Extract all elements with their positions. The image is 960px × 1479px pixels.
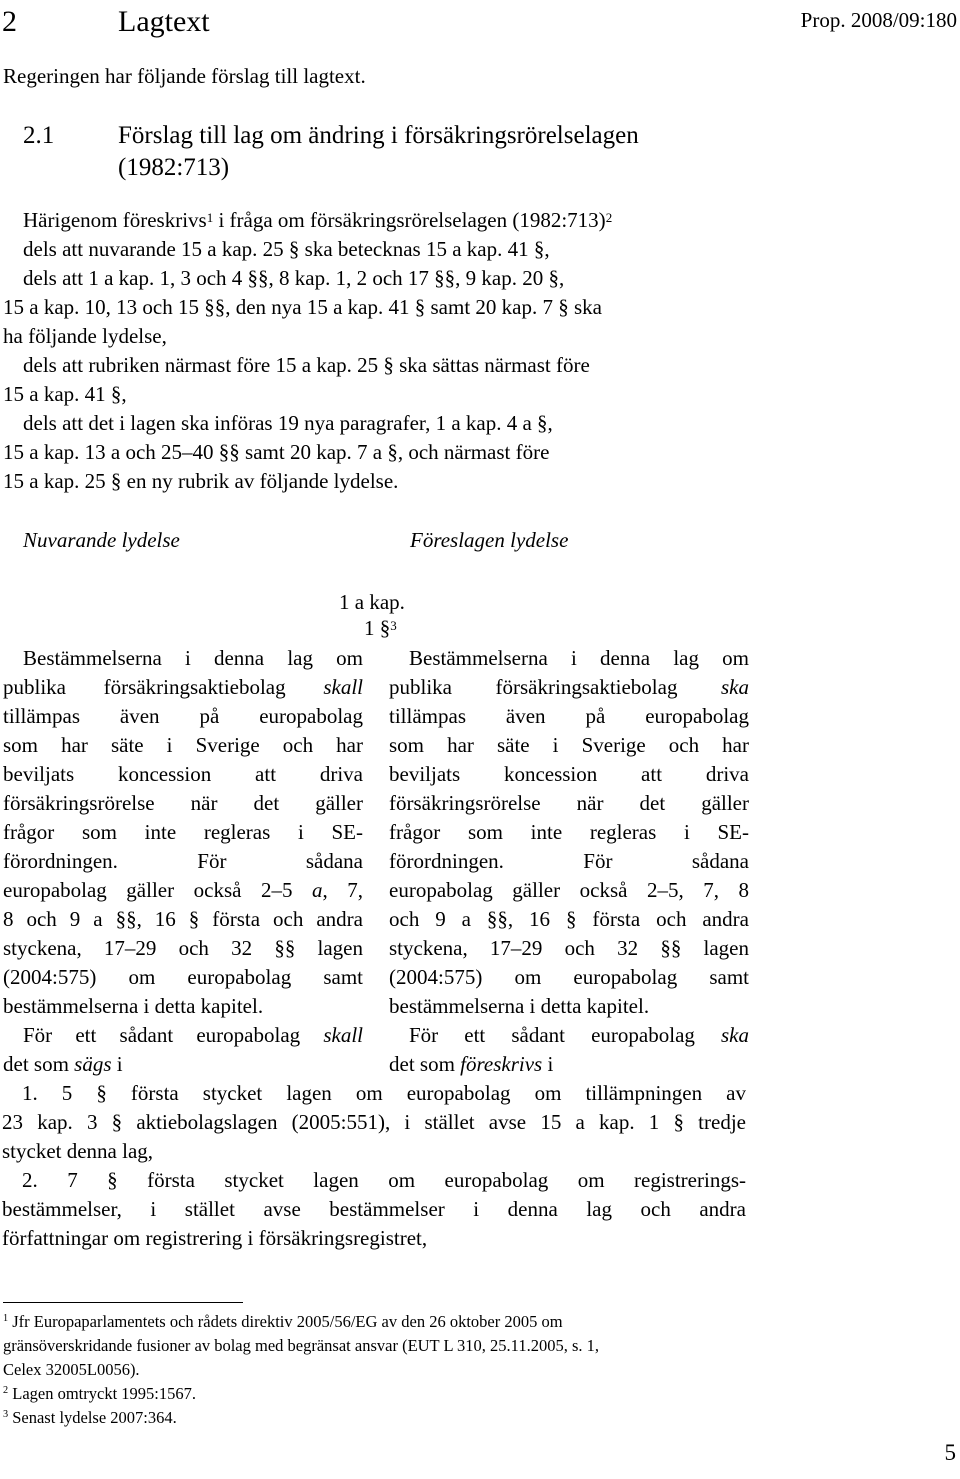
current-line: beviljats koncession att driva [3,762,363,786]
subsection-number: 2.1 [23,122,55,149]
list-item-line: stycket denna lag, [2,1139,154,1163]
section-title: Lagtext [118,5,210,38]
preamble-line-1: Härigenom föreskrivs$^1$ i fråga om försäkringsrörelselagen (1982:713)$^2$ [23,208,613,232]
current-wording-text [3,644,363,1079]
footnote-ref-3: 3 [390,618,397,633]
footnote-mark-2: 2 [3,1385,9,1396]
subsection-title-line2: (1982:713) [118,154,230,181]
proposed-wording-header: Föreslagen lydelse [410,528,569,552]
paragraph-heading: 1 §$^3$ [364,616,397,640]
footnote-2: $^2$ Lagen omtryckt 1995:1567. [3,1384,196,1403]
footnote-ref-2: 2 [605,210,613,225]
proposed-line: styckena, 17–29 och 32 §§ lagen [389,936,749,960]
preamble-line-4: 15 a kap. 10, 13 och 15 §§, den nya 15 a kap. 41 § samt 20 kap. 7 § ska [3,295,602,319]
list-item-line: 1. 5 § första stycket lagen om europabolag om tillämpningen av [22,1081,746,1105]
proposed-line: tillämpas även på europabolag [389,704,749,728]
proposed-line: förordningen. För sådana [389,849,749,873]
list-item-line: 23 kap. 3 § aktiebolagslagen (2005:551), i stället avse 15 a kap. 1 § tredje [2,1110,746,1134]
footnote-ref-1: 1 [206,210,214,225]
footnote-3: $^3$ Senast lydelse 2007:364. [3,1408,177,1427]
current-line: försäkringsrörelse när det gäller [3,791,363,815]
current-line: frågor som inte regleras i SE- [3,820,363,844]
proposed-line: som har säte i Sverige och har [389,733,749,757]
page-number: 5 [944,1440,956,1465]
list-item-line: författningar om registrering i försäkringsregistret, [2,1226,428,1250]
chapter-heading: 1 a kap. [339,590,405,614]
current-line: styckena, 17–29 och 32 §§ lagen [3,936,363,960]
preamble-line-6: dels att rubriken närmast före 15 a kap. 25 § ska sättas närmast före [23,353,590,377]
current-line: som har säte i Sverige och har [3,733,363,757]
preamble-line-3: dels att 1 a kap. 1, 3 och 4 §§, 8 kap. 1, 2 och 17 §§, 9 kap. 20 §, [23,266,565,290]
current-line: förordningen. För sådana [3,849,363,873]
footnote-1-line-1: $^1$ Jfr Europaparlamentets och rådets direktiv 2005/56/EG av den 26 oktober 2005 om [3,1312,563,1331]
current-line: bestämmelserna i detta kapitel. [3,994,264,1018]
current-line: det som sägs i [3,1052,123,1076]
footnote-1-line-2: gränsöverskridande fusioner av bolag med begränsat ansvar (EUT L 310, 25.11.2005, s. 1, [3,1336,599,1355]
proposed-line: europabolag gäller också 2–5, 7, 8 [389,878,749,902]
footnote-mark-1: 1 [3,1313,9,1324]
intro-text: Regeringen har följande förslag till lagtext. [3,64,366,88]
current-line: publika försäkringsaktiebolag skall [3,675,363,699]
footnote-1-line-3: Celex 32005L0056). [3,1360,140,1379]
subsection-title-line1: Förslag till lag om ändring i försäkringsrörelselagen [118,122,639,149]
proposed-line: bestämmelserna i detta kapitel. [389,994,650,1018]
current-line: För ett sådant europabolag skall [23,1023,363,1047]
current-line: (2004:575) om europabolag samt [3,965,363,989]
list-item-line: bestämmelser, i stället avse bestämmelser i denna lag och andra [2,1197,746,1221]
proposed-line: och 9 a §§, 16 § första och andra [389,907,749,931]
preamble-line-5: ha följande lydelse, [3,324,167,348]
current-wording-header: Nuvarande lydelse [23,528,180,552]
proposed-wording-text [389,644,749,1079]
footnote-separator [3,1302,243,1303]
proposed-line: beviljats koncession att driva [389,762,749,786]
prop-reference: Prop. 2008/09:180 [800,8,957,32]
proposed-line: För ett sådant europabolag ska [409,1023,749,1047]
section-number: 2 [2,5,17,38]
proposed-line: frågor som inte regleras i SE- [389,820,749,844]
current-line: europabolag gäller också 2–5 a, 7, [3,878,363,902]
current-line: tillämpas även på europabolag [3,704,363,728]
preamble-line-8: dels att det i lagen ska införas 19 nya paragrafer, 1 a kap. 4 a §, [23,411,553,435]
proposed-line: publika försäkringsaktiebolag ska [389,675,749,699]
current-line: 8 och 9 a §§, 16 § första och andra [3,907,363,931]
proposed-line: Bestämmelserna i denna lag om [409,646,749,670]
preamble-line-9: 15 a kap. 13 a och 25–40 §§ samt 20 kap. 7 a §, och närmast före [3,440,550,464]
proposed-line: försäkringsrörelse när det gäller [389,791,749,815]
footnote-mark-3: 3 [3,1409,9,1420]
preamble-line-7: 15 a kap. 41 §, [3,382,127,406]
proposed-line: det som föreskrivs i [389,1052,554,1076]
proposed-line: (2004:575) om europabolag samt [389,965,749,989]
preamble-line-2: dels att nuvarande 15 a kap. 25 § ska betecknas 15 a kap. 41 §, [23,237,550,261]
list-item-line: 2. 7 § första stycket lagen om europabolag om registrerings- [22,1168,746,1192]
current-line: Bestämmelserna i denna lag om [23,646,363,670]
preamble-line-10: 15 a kap. 25 § en ny rubrik av följande lydelse. [3,469,399,493]
